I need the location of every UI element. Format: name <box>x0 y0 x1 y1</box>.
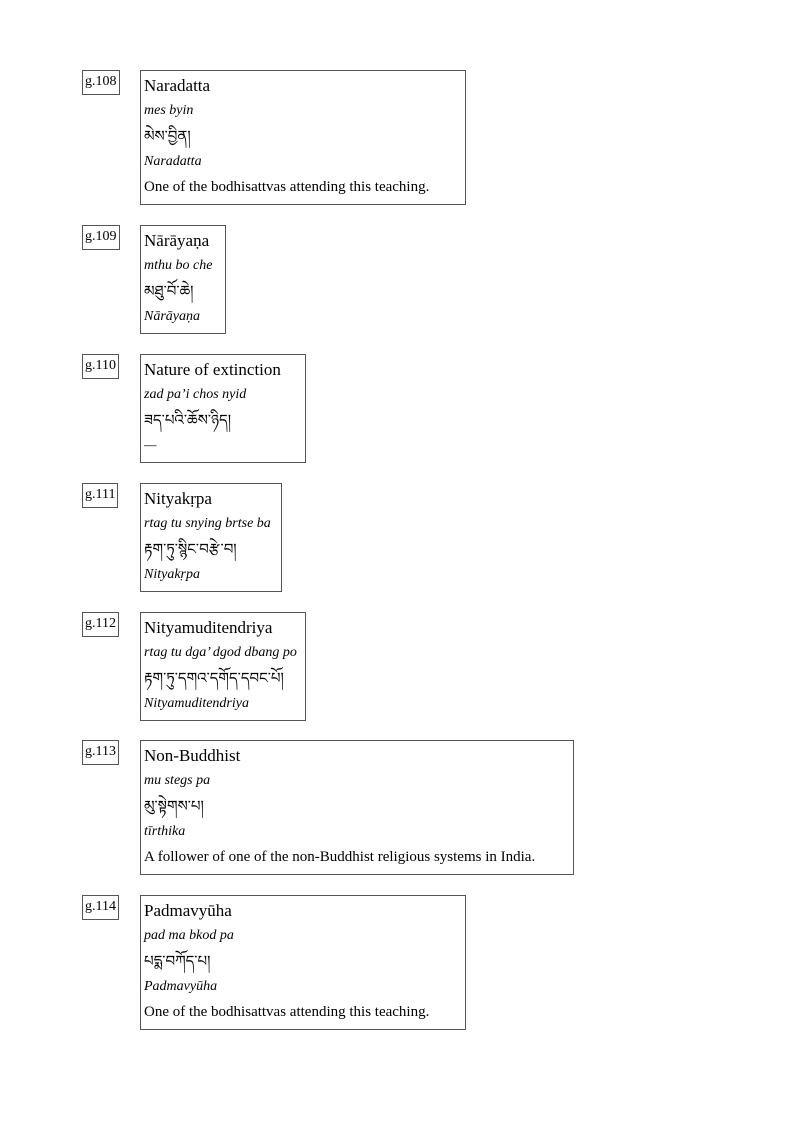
entry-definition: One of the bodhisattvas attending this teaching. <box>144 179 430 195</box>
entry-number: g.113 <box>82 740 119 765</box>
entry-tibetan: མེས་བྱིན། <box>144 127 191 145</box>
entry-tibetan: མཐུ་བོ་ཆེ། <box>144 282 194 300</box>
entry-tibetan: ཟད་པའི་ཆོས་ཉིད། <box>144 411 232 429</box>
entry-wylie: pad ma bkod pa <box>144 928 234 943</box>
entry-sanskrit: Nārāyaṇa <box>144 309 200 324</box>
entry-number: g.112 <box>82 612 119 637</box>
entry-term: Naradatta <box>144 76 211 95</box>
entry-term: Nature of extinction <box>144 360 281 379</box>
entry-term: Nārāyaṇa <box>144 231 210 250</box>
entry-tibetan: རྟག་ཏུ་སྙིང་བརྩེ་བ། <box>144 540 237 558</box>
entry-box <box>140 740 574 875</box>
entry-term: Non-Buddhist <box>144 746 241 765</box>
entry-term: Nityakṛpa <box>144 489 212 508</box>
entry-definition: One of the bodhisattvas attending this teaching. <box>144 1004 430 1020</box>
entry-sanskrit: Nityakṛpa <box>144 567 200 582</box>
entry-number: g.114 <box>82 895 119 920</box>
entry-box <box>140 70 466 205</box>
entry-wylie: rtag tu snying brtse ba <box>144 516 271 531</box>
entry-number: g.109 <box>82 225 120 250</box>
entry-tibetan: མུ་སྟེགས་པ། <box>144 797 204 815</box>
entry-wylie: mes byin <box>144 103 194 118</box>
entry-wylie: mthu bo che <box>144 258 213 273</box>
entry-number: g.110 <box>82 354 119 379</box>
entry-tibetan: རྟག་ཏུ་དགའ་དགོད་དབང་པོ། <box>144 669 284 687</box>
entry-number: g.111 <box>82 483 118 508</box>
entry-box <box>140 483 282 592</box>
entry-wylie: rtag tu dga’ dgod dbang po <box>144 645 297 660</box>
entry-wylie: mu stegs pa <box>144 773 211 788</box>
entry-term: Padmavyūha <box>144 901 232 920</box>
entry-wylie: zad pa’i chos nyid <box>144 387 247 402</box>
entry-sanskrit: — <box>144 438 157 453</box>
entry-sanskrit: Nityamuditendriya <box>144 696 249 711</box>
entry-number: g.108 <box>82 70 120 95</box>
entry-box <box>140 895 466 1030</box>
entry-sanskrit: tīrthika <box>144 824 186 839</box>
entry-sanskrit: Naradatta <box>144 154 202 169</box>
entry-sanskrit: Padmavyūha <box>144 979 218 994</box>
entry-box <box>140 354 306 463</box>
entry-term: Nityamuditendriya <box>144 618 273 637</box>
entry-box <box>140 612 306 721</box>
entry-definition: A follower of one of the non-Buddhist religious systems in India. <box>144 849 536 865</box>
entry-box <box>140 225 226 334</box>
entry-tibetan: པདྨ་བཀོད་པ། <box>144 952 211 970</box>
